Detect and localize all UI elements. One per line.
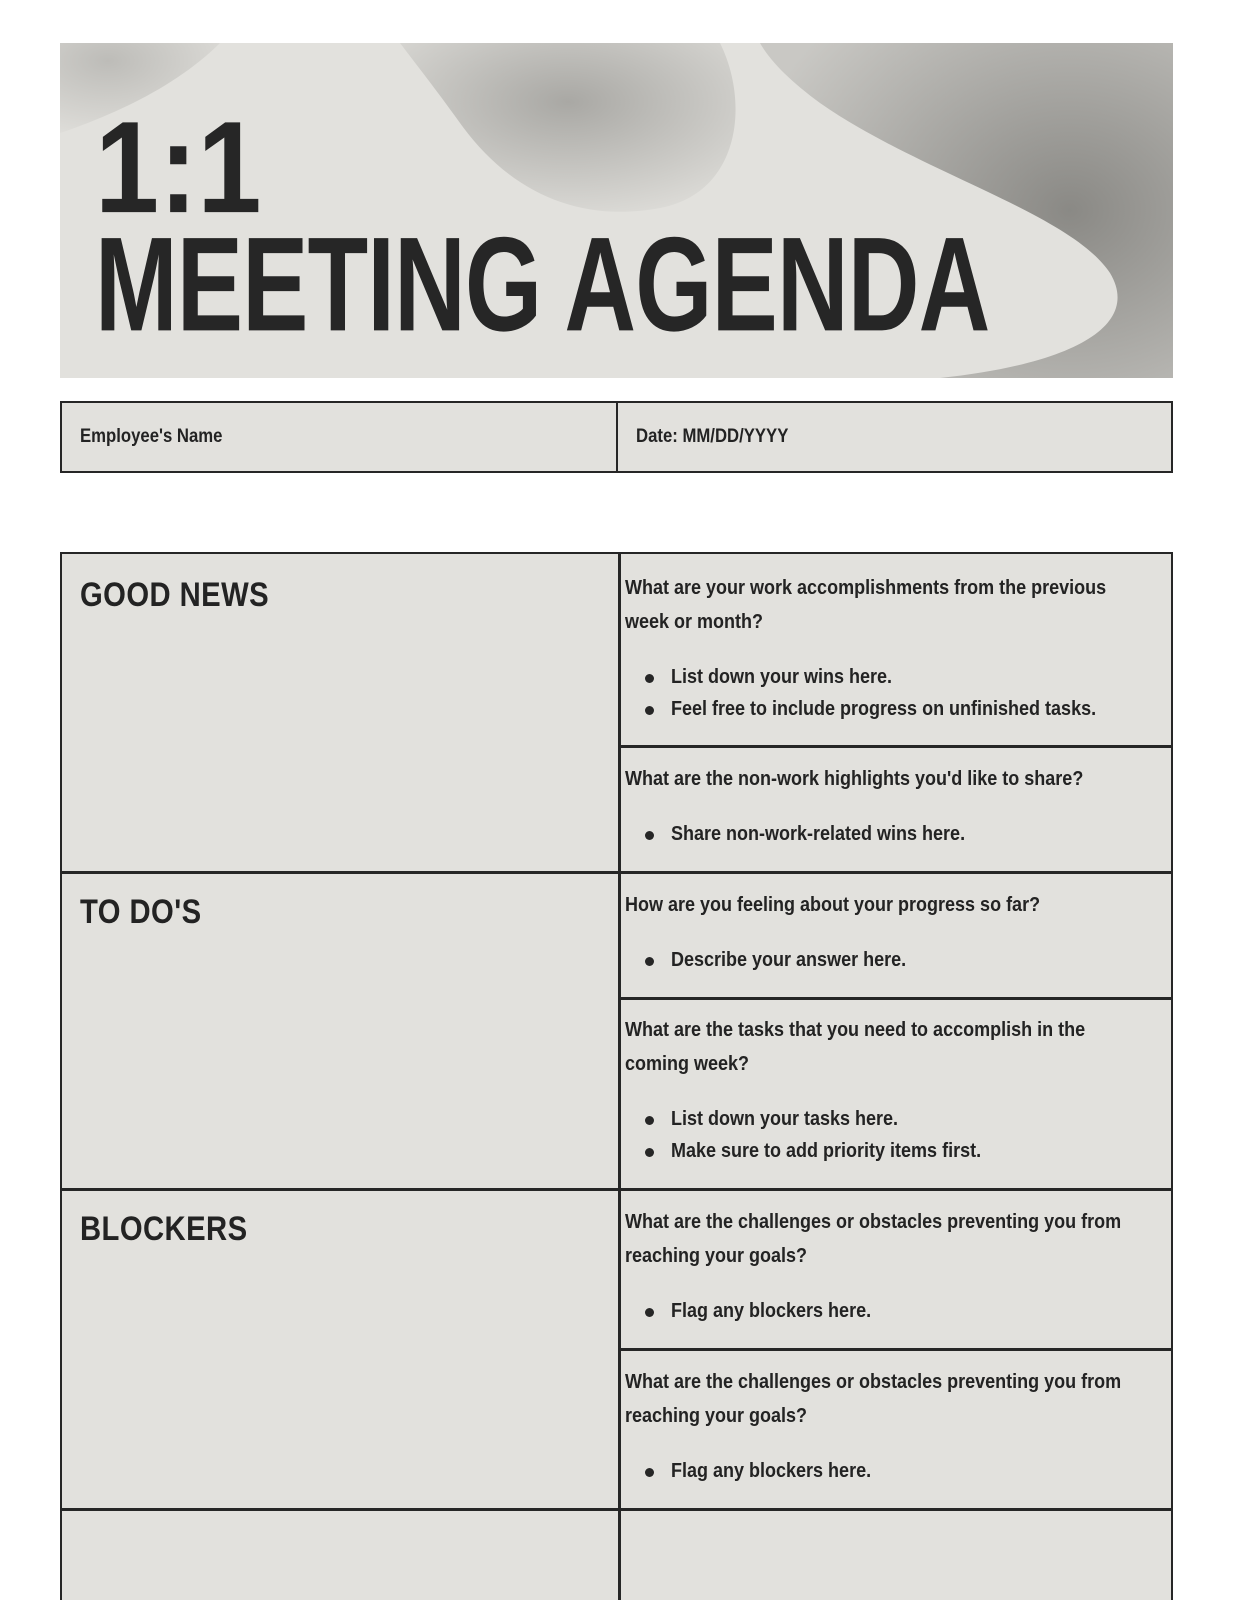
prompt-cell[interactable] — [625, 1013, 1135, 1167]
title-line-1: 1:1 — [95, 94, 262, 241]
bullet-list — [625, 1103, 1135, 1167]
employee-name-label: Employee's Name — [80, 426, 223, 447]
list-item: Feel free to include progress on unfinished tasks. — [625, 693, 1135, 725]
list-item: Describe your answer here. — [625, 944, 1135, 976]
prompt-question: What are your work accomplishments from the previous week or month? — [625, 577, 1107, 633]
date-label: Date: MM/DD/YYYY — [636, 426, 789, 447]
list-item: Make sure to add priority items first. — [625, 1135, 1135, 1167]
prompt-cell[interactable] — [625, 888, 1135, 976]
section-title-good-news: GOOD NEWS — [80, 576, 270, 614]
prompt-cell[interactable] — [625, 571, 1135, 725]
bullet-list — [625, 1455, 1135, 1487]
date-field[interactable] — [618, 403, 1171, 471]
section-title-blockers: BLOCKERS — [80, 1210, 248, 1248]
prompt-question: What are the challenges or obstacles preventing you from reaching your goals? — [625, 1371, 1122, 1427]
bullet-list — [625, 661, 1135, 725]
section-divider — [62, 871, 1171, 874]
row-divider — [618, 997, 1171, 1000]
title-line-2: MEETING AGENDA — [95, 210, 990, 360]
row-divider — [618, 745, 1171, 748]
column-divider — [618, 554, 621, 1600]
list-item: Flag any blockers here. — [625, 1295, 1135, 1327]
prompt-cell[interactable] — [625, 762, 1135, 850]
agenda-table — [60, 552, 1173, 1600]
list-item: Share non-work-related wins here. — [625, 818, 1135, 850]
bullet-list — [625, 818, 1135, 850]
prompt-question: What are the tasks that you need to accomplish in the coming week? — [625, 1019, 1086, 1075]
list-item: Flag any blockers here. — [625, 1455, 1135, 1487]
section-divider — [62, 1188, 1171, 1191]
section-divider — [62, 1508, 1171, 1511]
header-banner — [60, 43, 1173, 378]
prompt-question: How are you feeling about your progress so far? — [625, 894, 1041, 916]
prompt-question: What are the non-work highlights you'd like to share? — [625, 768, 1084, 790]
row-divider — [618, 1348, 1171, 1351]
prompt-cell[interactable] — [625, 1365, 1135, 1487]
bullet-list — [625, 1295, 1135, 1327]
list-item: List down your tasks here. — [625, 1103, 1135, 1135]
section-title-to-dos: TO DO'S — [80, 893, 202, 931]
prompt-cell[interactable] — [625, 1205, 1135, 1327]
bullet-list — [625, 944, 1135, 976]
info-row — [60, 401, 1173, 473]
prompt-question: What are the challenges or obstacles preventing you from reaching your goals? — [625, 1211, 1122, 1267]
employee-name-field[interactable] — [62, 403, 618, 471]
list-item: List down your wins here. — [625, 661, 1135, 693]
